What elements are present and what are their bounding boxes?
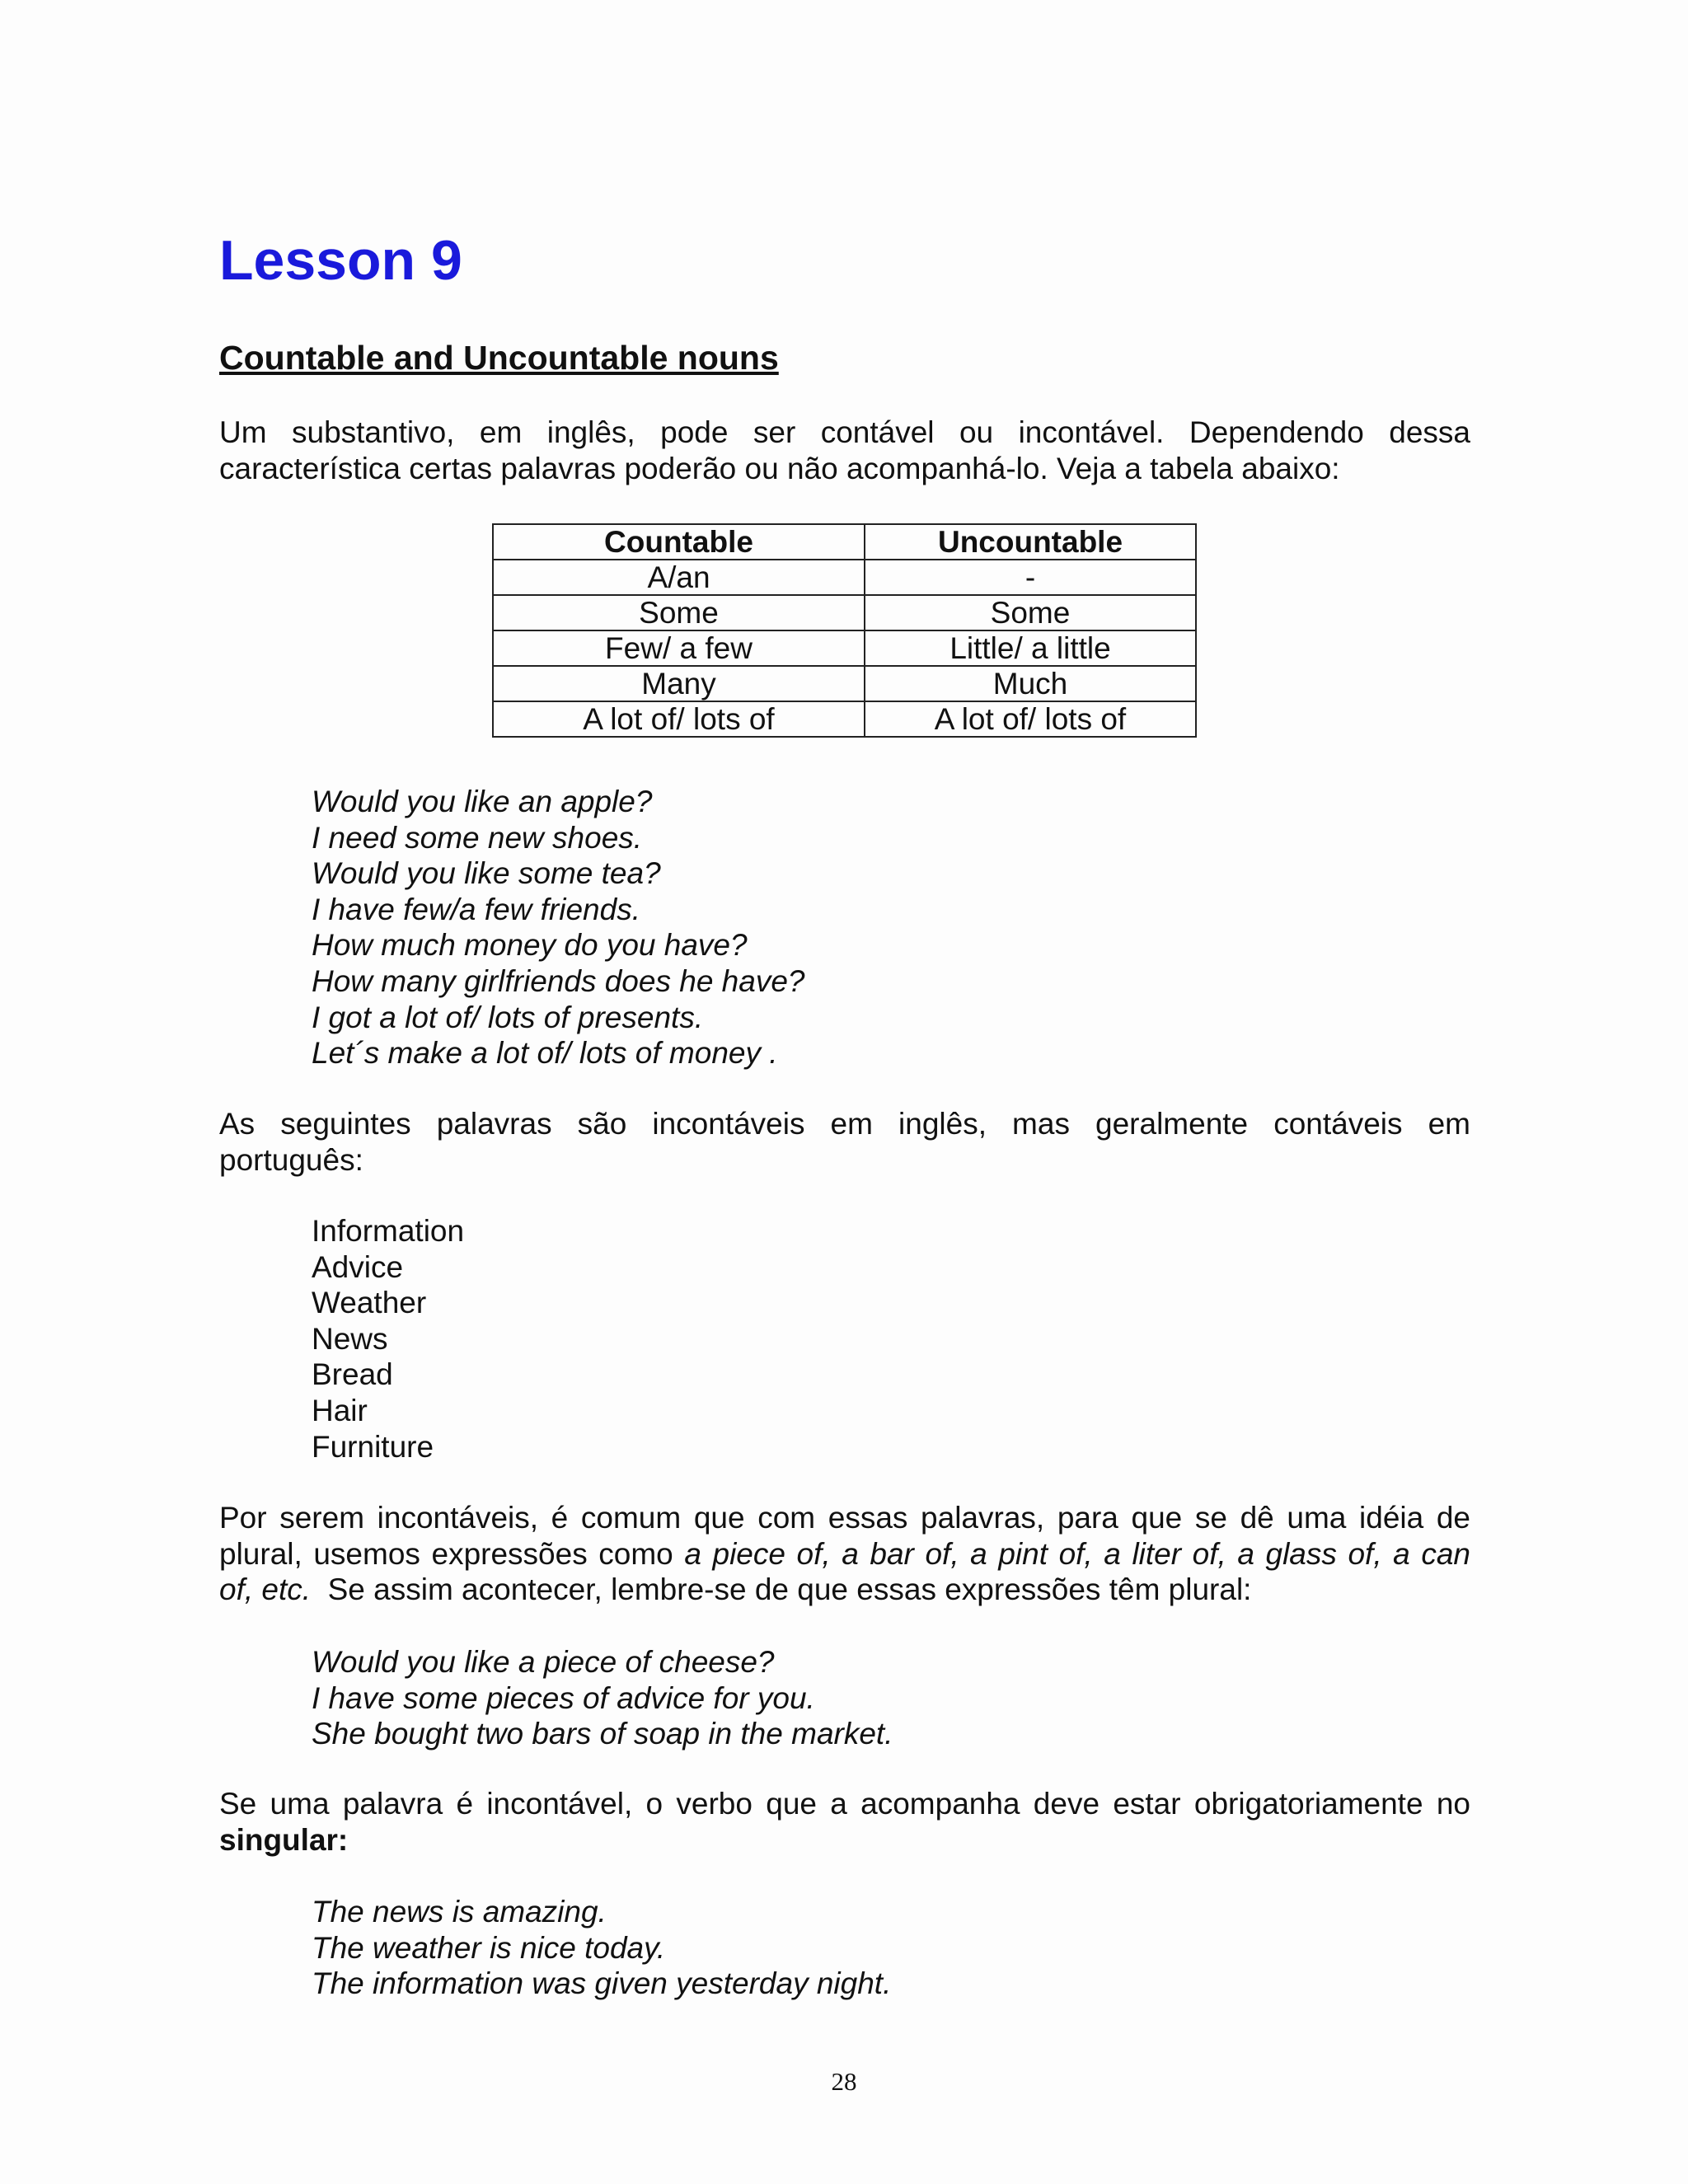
uncountable-intro-paragraph <box>219 1106 1470 1178</box>
table-cell: Little/ a little <box>865 630 1196 666</box>
example-sentence: Would you like some tea? <box>312 856 661 891</box>
table-cell: A lot of/ lots of <box>493 701 865 737</box>
list-item: Bread <box>312 1357 393 1392</box>
example-sentence: How much money do you have? <box>312 928 748 963</box>
example-sentence: I need some new shoes. <box>312 820 643 855</box>
list-item: News <box>312 1321 388 1356</box>
list-item: Furniture <box>312 1429 434 1464</box>
list-item: Hair <box>312 1393 368 1427</box>
singular-paragraph <box>219 1786 1470 1858</box>
uncountable-intro-line-1: As seguintes palavras são incontáveis em inglês, mas geralmente contáveis em <box>219 1107 1470 1141</box>
example-sentence: I have some pieces of advice for you. <box>312 1680 815 1715</box>
example-sentence: The news is amazing. <box>312 1895 607 1929</box>
plural-line-1: Por serem incontáveis, é comum que com essas palavras, para que se dê uma idéia de <box>219 1501 1470 1535</box>
table-cell: Many <box>493 666 865 701</box>
example-sentence: Let´s make a lot of/ lots of money . <box>312 1036 778 1071</box>
plural-line-3-text: Se assim acontecer, lembre-se de que essas expressões têm plural: <box>311 1572 1252 1606</box>
examples-list-1 <box>312 784 805 1071</box>
table-cell: Some <box>493 595 865 630</box>
example-sentence: How many girlfriends does he have? <box>312 963 805 998</box>
table-cell: - <box>865 560 1196 595</box>
examples-list-2 <box>312 1644 893 1752</box>
table-cell: Some <box>865 595 1196 630</box>
uncountable-intro-line-2: português: <box>219 1142 363 1177</box>
countable-uncountable-table <box>492 523 1197 738</box>
table-header-uncountable: Uncountable <box>865 524 1196 560</box>
example-sentence: The weather is nice today. <box>312 1930 666 1965</box>
lesson-title: Lesson 9 <box>219 229 462 292</box>
table-row <box>493 666 1196 701</box>
table-header-row <box>493 524 1196 560</box>
example-sentence: I have few/a few friends. <box>312 892 640 926</box>
singular-word: singular: <box>219 1822 349 1857</box>
singular-line-1: Se uma palavra é incontável, o verbo que a acompanha deve estar obrigatoriamente no <box>219 1787 1470 1821</box>
table-header-countable: Countable <box>493 524 865 560</box>
table-row <box>493 595 1196 630</box>
plural-paragraph <box>219 1500 1470 1608</box>
table-row <box>493 560 1196 595</box>
table-cell: Much <box>865 666 1196 701</box>
plural-etc: of, etc. <box>219 1572 312 1606</box>
table-cell: A/an <box>493 560 865 595</box>
example-sentence: Would you like an apple? <box>312 785 653 818</box>
uncountable-words-list <box>312 1213 464 1465</box>
table-row <box>493 701 1196 737</box>
list-item: Information <box>312 1214 465 1248</box>
plural-line-2-text: plural, usemos expressões como <box>219 1536 685 1571</box>
example-sentence: The information was given yesterday night. <box>312 1966 892 2001</box>
section-heading: Countable and Uncountable nouns <box>219 339 779 377</box>
example-sentence: She bought two bars of soap in the market. <box>312 1717 893 1751</box>
table-row <box>493 630 1196 666</box>
plural-line-3 <box>219 1572 1470 1608</box>
intro-line-2: característica certas palavras poderão ou não acompanhá-lo. Veja a tabela abaixo: <box>219 451 1340 485</box>
example-sentence: I got a lot of/ lots of presents. <box>312 1000 704 1034</box>
intro-paragraph <box>219 415 1470 486</box>
table-cell: Few/ a few <box>493 630 865 666</box>
intro-line-1: Um substantivo, em inglês, pode ser contável ou incontável. Dependendo dessa <box>219 415 1470 449</box>
example-sentence: Would you like a piece of cheese? <box>312 1645 775 1679</box>
page-number: 28 <box>831 2067 857 2096</box>
list-item: Advice <box>312 1249 404 1284</box>
list-item: Weather <box>312 1286 427 1320</box>
plural-expressions: a piece of, a bar of, a pint of, a liter of, a glass of, a can <box>684 1536 1470 1571</box>
table-cell: A lot of/ lots of <box>865 701 1196 737</box>
examples-list-3 <box>312 1894 891 2002</box>
plural-line-2 <box>219 1536 1470 1572</box>
